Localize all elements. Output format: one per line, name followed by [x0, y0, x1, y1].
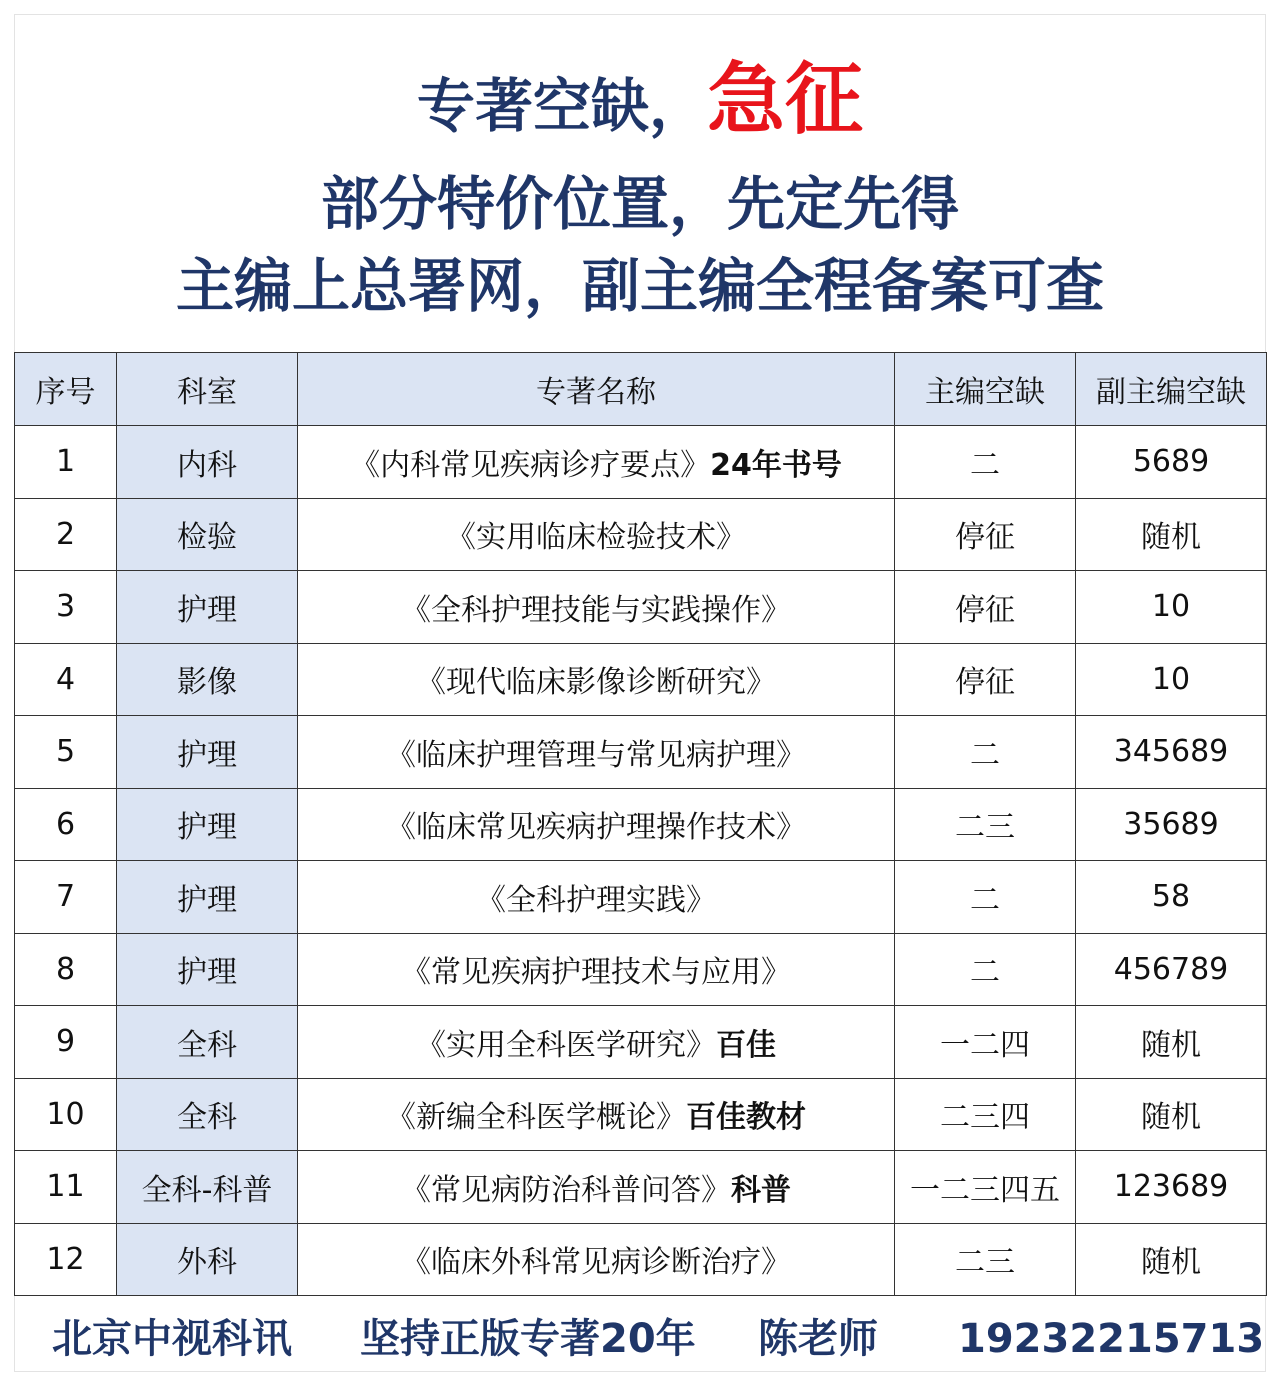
cell-deputy: 10	[1076, 571, 1267, 644]
headline-1-main: 专著空缺，	[416, 72, 707, 140]
cell-book	[298, 643, 895, 716]
cell-deputy: 随机	[1076, 1223, 1267, 1296]
footer-phone: 19232215713	[958, 1316, 1265, 1362]
book-title: 《临床外科常见病诊断治疗》	[401, 1245, 791, 1281]
table-row	[15, 788, 1267, 861]
cell-no: 11	[15, 1151, 117, 1224]
book-title: 《实用全科医学研究》	[416, 1027, 716, 1063]
cell-chief: 一二四	[895, 1006, 1076, 1079]
header-chief: 主编空缺	[895, 353, 1076, 426]
cell-chief: 停征	[895, 498, 1076, 571]
cell-book	[298, 788, 895, 861]
cell-deputy: 123689	[1076, 1151, 1267, 1224]
cell-deputy: 随机	[1076, 1078, 1267, 1151]
cell-deputy: 随机	[1076, 1006, 1267, 1079]
book-title: 《常见疾病护理技术与应用》	[401, 955, 791, 991]
cell-book	[298, 498, 895, 571]
footer-contact: 陈老师	[758, 1316, 878, 1362]
table-row	[15, 1078, 1267, 1151]
book-note: 百佳教材	[686, 1100, 806, 1136]
book-note: 24年书号	[710, 447, 842, 483]
book-title: 《临床护理管理与常见病护理》	[386, 737, 806, 773]
book-title: 《内科常见疾病诊疗要点》	[350, 447, 711, 483]
cell-no: 1	[15, 426, 117, 499]
table-row	[15, 1006, 1267, 1079]
table-row	[15, 1151, 1267, 1224]
cell-dept: 影像	[117, 643, 298, 716]
cell-dept: 全科	[117, 1006, 298, 1079]
cell-chief: 一二三四五	[895, 1151, 1076, 1224]
cell-dept: 全科-科普	[117, 1151, 298, 1224]
cell-dept: 外科	[117, 1223, 298, 1296]
cell-book	[298, 1006, 895, 1079]
cell-book	[298, 1078, 895, 1151]
cell-chief: 二三	[895, 1223, 1076, 1296]
cell-no: 5	[15, 716, 117, 789]
table-row	[15, 571, 1267, 644]
cell-dept: 护理	[117, 571, 298, 644]
book-note: 百佳	[716, 1027, 776, 1063]
cell-deputy: 随机	[1076, 498, 1267, 571]
cell-dept: 护理	[117, 788, 298, 861]
table-row	[15, 933, 1267, 1006]
table-row	[15, 716, 1267, 789]
header-no: 序号	[15, 353, 117, 426]
cell-no: 7	[15, 861, 117, 934]
cell-no: 9	[15, 1006, 117, 1079]
cell-dept: 内科	[117, 426, 298, 499]
cell-no: 4	[15, 643, 117, 716]
footer-bar	[0, 1306, 1280, 1372]
cell-no: 6	[15, 788, 117, 861]
cell-book	[298, 1223, 895, 1296]
book-title: 《常见病防治科普问答》	[401, 1172, 731, 1208]
headline-1-highlight: 急征	[707, 55, 864, 145]
cell-deputy: 10	[1076, 643, 1267, 716]
cell-chief: 二三	[895, 788, 1076, 861]
cell-no: 12	[15, 1223, 117, 1296]
cell-chief: 二	[895, 933, 1076, 1006]
cell-no: 10	[15, 1078, 117, 1151]
vacancy-table	[14, 352, 1267, 1296]
cell-chief: 停征	[895, 571, 1076, 644]
table-row	[15, 498, 1267, 571]
cell-dept: 检验	[117, 498, 298, 571]
headline-1	[0, 55, 1280, 146]
cell-deputy: 345689	[1076, 716, 1267, 789]
cell-chief: 二	[895, 861, 1076, 934]
cell-dept: 全科	[117, 1078, 298, 1151]
footer-company: 北京中视科讯	[52, 1316, 292, 1362]
cell-chief: 二	[895, 716, 1076, 789]
cell-no: 3	[15, 571, 117, 644]
cell-chief: 停征	[895, 643, 1076, 716]
header-dept: 科室	[117, 353, 298, 426]
book-title: 《临床常见疾病护理操作技术》	[386, 810, 806, 846]
cell-chief: 二三四	[895, 1078, 1076, 1151]
headline-2: 部分特价位置，先定先得	[320, 170, 959, 238]
table-row	[15, 643, 1267, 716]
table-header-row	[15, 353, 1267, 426]
cell-book	[298, 716, 895, 789]
headline-3: 主编上总署网，副主编全程备案可查	[175, 252, 1104, 320]
cell-book	[298, 571, 895, 644]
cell-book	[298, 933, 895, 1006]
table-row	[15, 861, 1267, 934]
table-row	[15, 1223, 1267, 1296]
cell-deputy: 5689	[1076, 426, 1267, 499]
cell-book	[298, 1151, 895, 1224]
table-row	[15, 426, 1267, 499]
cell-book	[298, 426, 895, 499]
cell-deputy: 456789	[1076, 933, 1267, 1006]
book-title: 《现代临床影像诊断研究》	[416, 665, 776, 701]
book-title: 《全科护理技能与实践操作》	[401, 592, 791, 628]
book-note: 科普	[731, 1172, 791, 1208]
book-title: 《实用临床检验技术》	[446, 520, 746, 556]
cell-dept: 护理	[117, 861, 298, 934]
header-deputy: 副主编空缺	[1076, 353, 1267, 426]
cell-dept: 护理	[117, 716, 298, 789]
header-book: 专著名称	[298, 353, 895, 426]
cell-no: 8	[15, 933, 117, 1006]
book-title: 《新编全科医学概论》	[386, 1100, 686, 1136]
cell-chief: 二	[895, 426, 1076, 499]
cell-deputy: 35689	[1076, 788, 1267, 861]
book-title: 《全科护理实践》	[476, 882, 716, 918]
cell-no: 2	[15, 498, 117, 571]
footer-slogan: 坚持正版专著20年	[360, 1316, 696, 1362]
cell-dept: 护理	[117, 933, 298, 1006]
cell-deputy: 58	[1076, 861, 1267, 934]
cell-book	[298, 861, 895, 934]
